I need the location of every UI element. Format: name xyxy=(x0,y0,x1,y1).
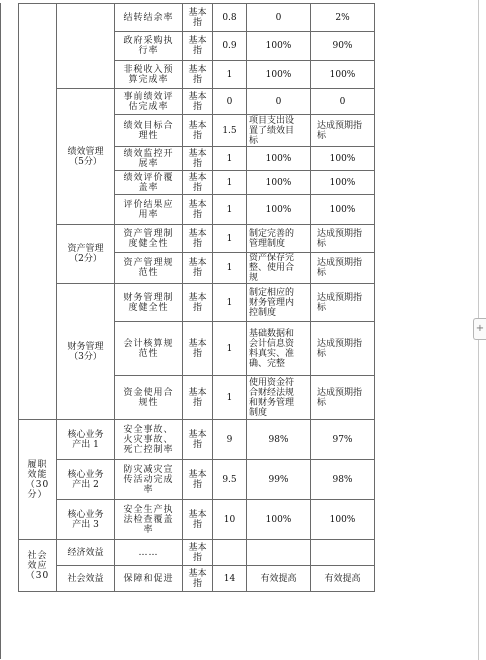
indicator-name-cell: 资产管理制 度健全性 xyxy=(115,225,183,253)
indicator-name-cell: 评价结果应 用率 xyxy=(115,195,183,225)
actual-value-cell: 达成预期指 标 xyxy=(311,322,375,376)
weight-cell: 9 xyxy=(213,420,247,460)
weight-cell: 1 xyxy=(213,376,247,420)
actual-value-cell: 90% xyxy=(311,32,375,61)
table-row xyxy=(19,540,375,566)
target-value-cell: 100% xyxy=(247,61,311,89)
indicator-type-cell: 基本 指 xyxy=(183,171,213,195)
indicator-name-cell: 绩效监控开 展率 xyxy=(115,147,183,171)
target-value-cell: 100% xyxy=(247,147,311,171)
actual-value-cell: 达成预期指 标 xyxy=(311,284,375,322)
level1-category-empty xyxy=(19,4,57,420)
indicator-name-cell: 安全生产执 法检查覆盖 率 xyxy=(115,500,183,540)
indicator-type-cell: 基本 指 xyxy=(183,540,213,566)
weight-cell: 1 xyxy=(213,61,247,89)
target-value-cell: 0 xyxy=(247,89,311,115)
target-value-cell: 有效提高 xyxy=(247,566,311,592)
indicator-type-cell: 基本 指 xyxy=(183,500,213,540)
weight-cell: 1 xyxy=(213,195,247,225)
indicator-name-cell: …… xyxy=(115,540,183,566)
indicator-type-cell: 基本 指 xyxy=(183,253,213,284)
indicator-type-cell: 基本 指 xyxy=(183,420,213,460)
indicator-name-cell: 事前绩效评 估完成率 xyxy=(115,89,183,115)
table-row xyxy=(19,566,375,592)
left-margin-column xyxy=(0,3,19,659)
indicator-type-cell: 基本 指 xyxy=(183,147,213,171)
target-value-cell: 基础数据和 会计信息资 料真实、准 确、完整 xyxy=(247,322,311,376)
weight-cell: 0.8 xyxy=(213,4,247,32)
level2-category-social: 社会效益 xyxy=(57,566,115,592)
level2-category-output3: 核心业务 产出 3 xyxy=(57,500,115,540)
table-row xyxy=(19,284,375,322)
weight-cell: 1 xyxy=(213,225,247,253)
weight-cell: 1 xyxy=(213,171,247,195)
actual-value-cell: 100% xyxy=(311,147,375,171)
target-value-cell: 0 xyxy=(247,4,311,32)
weight-cell: 10 xyxy=(213,500,247,540)
indicator-type-cell: 基本 指 xyxy=(183,195,213,225)
actual-value-cell: 98% xyxy=(311,460,375,500)
target-value-cell: 99% xyxy=(247,460,311,500)
actual-value-cell: 97% xyxy=(311,420,375,460)
actual-value-cell: 有效提高 xyxy=(311,566,375,592)
actual-value-cell xyxy=(311,540,375,566)
indicator-name-cell: 会计核算规 范性 xyxy=(115,322,183,376)
weight-cell: 1 xyxy=(213,322,247,376)
actual-value-cell: 100% xyxy=(311,61,375,89)
target-value-cell: 资产保存完 整、使用合 规 xyxy=(247,253,311,284)
indicator-name-cell: 财务管理制 度健全性 xyxy=(115,284,183,322)
indicator-name-cell: 资产管理规 范性 xyxy=(115,253,183,284)
table-row xyxy=(19,89,375,115)
add-column-tab[interactable]: + xyxy=(473,318,486,340)
level2-category-asset_mgmt: 资产管理 （2分） xyxy=(57,225,115,284)
actual-value-cell: 100% xyxy=(311,171,375,195)
actual-value-cell: 达成预期指 标 xyxy=(311,115,375,147)
target-value-cell: 100% xyxy=(247,195,311,225)
table-row xyxy=(19,4,375,32)
weight-cell: 1 xyxy=(213,253,247,284)
level2-category-economic: 经济效益 xyxy=(57,540,115,566)
indicator-type-cell: 基本 指 xyxy=(183,376,213,420)
indicator-name-cell: 绩效目标合 理性 xyxy=(115,115,183,147)
indicator-type-cell: 基本 指 xyxy=(183,61,213,89)
weight-cell xyxy=(213,540,247,566)
level1-category-duty: 履职 效能 （30 分） xyxy=(19,420,57,540)
indicator-name-cell: 防灾减灾宣 传活动完成 率 xyxy=(115,460,183,500)
target-value-cell: 100% xyxy=(247,32,311,61)
level2-category-output1: 核心业务 产出 1 xyxy=(57,420,115,460)
actual-value-cell: 达成预期指 标 xyxy=(311,253,375,284)
weight-cell: 0 xyxy=(213,89,247,115)
indicator-name-cell: 绩效评价覆 盖率 xyxy=(115,171,183,195)
actual-value-cell: 2% xyxy=(311,4,375,32)
weight-cell: 9.5 xyxy=(213,460,247,500)
table-row xyxy=(19,225,375,253)
level2-category-empty xyxy=(57,4,115,89)
indicator-name-cell: 安全事故、 火灾事故、 死亡控制率 xyxy=(115,420,183,460)
weight-cell: 0.9 xyxy=(213,32,247,61)
actual-value-cell: 达成预期指 标 xyxy=(311,376,375,420)
actual-value-cell: 100% xyxy=(311,195,375,225)
target-value-cell xyxy=(247,540,311,566)
performance-indicator-table xyxy=(18,3,375,592)
target-value-cell: 100% xyxy=(247,500,311,540)
indicator-type-cell: 基本 指 xyxy=(183,322,213,376)
indicator-type-cell: 基本 指 xyxy=(183,4,213,32)
indicator-name-cell: 保障和促进 xyxy=(115,566,183,592)
indicator-name-cell: 非税收入预 算完成率 xyxy=(115,61,183,89)
target-value-cell: 制定相应的 财务管理内 控制度 xyxy=(247,284,311,322)
target-value-cell: 98% xyxy=(247,420,311,460)
indicator-type-cell: 基本 指 xyxy=(183,566,213,592)
table-row xyxy=(19,460,375,500)
weight-cell: 1 xyxy=(213,284,247,322)
level2-category-output2: 核心业务 产出 2 xyxy=(57,460,115,500)
level2-category-finance_mgmt: 财务管理 （3分） xyxy=(57,284,115,420)
indicator-type-cell: 基本 指 xyxy=(183,284,213,322)
target-value-cell: 使用资金符 合财经法规 和财务管理 制度 xyxy=(247,376,311,420)
indicator-type-cell: 基本 指 xyxy=(183,225,213,253)
weight-cell: 1.5 xyxy=(213,115,247,147)
level2-category-perf_mgmt: 绩效管理 （5分） xyxy=(57,89,115,225)
actual-value-cell: 达成预期指 标 xyxy=(311,225,375,253)
indicator-type-cell: 基本 指 xyxy=(183,32,213,61)
table-row xyxy=(19,420,375,460)
target-value-cell: 项目支出设 置了绩效目 标 xyxy=(247,115,311,147)
indicator-name-cell: 政府采购执 行率 xyxy=(115,32,183,61)
table-row xyxy=(19,500,375,540)
indicator-type-cell: 基本 指 xyxy=(183,115,213,147)
indicator-type-cell: 基本 指 xyxy=(183,89,213,115)
actual-value-cell: 100% xyxy=(311,500,375,540)
target-value-cell: 制定完善的 管理制度 xyxy=(247,225,311,253)
indicator-name-cell: 资金使用合 规性 xyxy=(115,376,183,420)
level1-category-benefit: 社会 效应 （30 xyxy=(19,540,57,592)
target-value-cell: 100% xyxy=(247,171,311,195)
weight-cell: 14 xyxy=(213,566,247,592)
actual-value-cell: 0 xyxy=(311,89,375,115)
weight-cell: 1 xyxy=(213,147,247,171)
indicator-type-cell: 基本 指 xyxy=(183,460,213,500)
indicator-name-cell: 结转结余率 xyxy=(115,4,183,32)
